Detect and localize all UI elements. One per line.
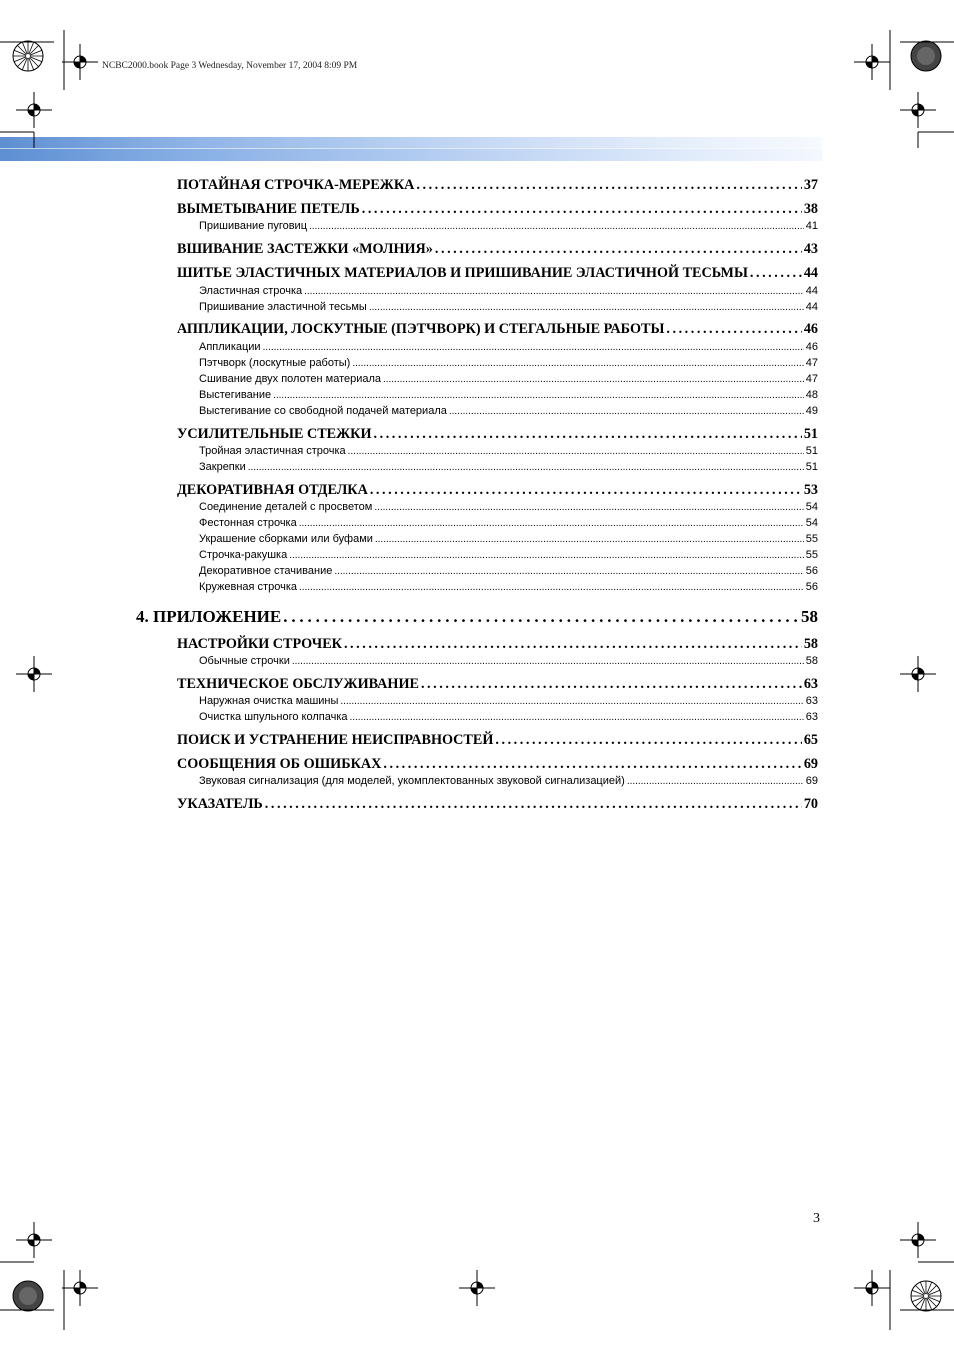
toc-entry-title: ДЕКОРАТИВНАЯ ОТДЕЛКА (177, 482, 368, 498)
toc-subentry-title: Выстегивание со свободной подачей материала (199, 405, 447, 417)
toc-subentry-page: 48 (805, 389, 818, 401)
toc-entry-page: 44 (803, 265, 818, 281)
toc-subentry-page: 44 (805, 301, 818, 313)
print-header: NCBC2000.book Page 3 Wednesday, November 17, 2004 8:09 PM (102, 61, 358, 71)
toc-subentry-page: 47 (805, 357, 818, 369)
toc-entry-title: ТЕХНИЧЕСКОЕ ОБСЛУЖИВАНИЕ (177, 676, 419, 692)
toc-subentry-title: Сшивание двух полотен материала (199, 373, 382, 385)
toc-entry-title: ПОИСК И УСТРАНЕНИЕ НЕИСПРАВНОСТЕЙ (177, 732, 494, 748)
toc-subentry-title: Пэтчворк (лоскутные работы) (199, 357, 351, 369)
toc-subentry-title: Звуковая сигнализация (для моделей, укомплектованных звуковой сигнализацией) (199, 775, 625, 787)
toc-subentry-page: 54 (805, 517, 818, 529)
toc-subentry-page: 54 (805, 501, 818, 513)
toc-subentry-title: Обычные строчки (199, 655, 290, 667)
toc-entry-page: 38 (803, 201, 818, 217)
toc-subentry-page: 51 (805, 461, 818, 473)
toc-subentry-page: 41 (805, 220, 818, 232)
toc-subentry-title: Украшение сборками или буфами (199, 533, 373, 545)
toc-subentry-page: 47 (805, 373, 818, 385)
toc-subentry-page: 69 (805, 775, 818, 787)
toc-entry-title: ШИТЬЕ ЭЛАСТИЧНЫХ МАТЕРИАЛОВ И ПРИШИВАНИЕ ЭЛАСТИЧНОЙ ТЕСЬМЫ (177, 265, 748, 281)
toc-entry-title: АППЛИКАЦИИ, ЛОСКУТНЫЕ (ПЭТЧВОРК) И СТЕГАЛЬНЫЕ РАБОТЫ (177, 321, 665, 337)
toc-subentry-title: Пришивание пуговиц (199, 220, 308, 232)
toc-subentry-title: Эластичная строчка (199, 285, 303, 297)
toc-subentry-page: 55 (805, 549, 818, 561)
toc-entry-title: ПОТАЙНАЯ СТРОЧКА-МЕРЕЖКА (177, 177, 415, 193)
toc-entry-title: ВШИВАНИЕ ЗАСТЕЖКИ «МОЛНИЯ» (177, 241, 433, 257)
toc-entry-page: 58 (803, 636, 818, 652)
toc-subentry-title: Аппликации (199, 341, 261, 353)
toc-subentry-title: Пришивание эластичной тесьмы (199, 301, 367, 313)
toc-subentry-page: 58 (805, 655, 818, 667)
toc-subentry-page: 63 (805, 711, 818, 723)
toc-subentry-title: Очистка шпульного колпачка (199, 711, 348, 723)
toc-subentry-title: Кружевная строчка (199, 581, 297, 593)
toc-entry-title: НАСТРОЙКИ СТРОЧЕК (177, 636, 342, 652)
toc-subentry-title: Декоративное стачивание (199, 565, 333, 577)
toc-entry-title: СООБЩЕНИЯ ОБ ОШИБКАХ (177, 756, 382, 772)
toc-entry-page: 65 (803, 732, 818, 748)
toc-chapter-page: 58 (801, 607, 818, 626)
toc-entry-title: ВЫМЕТЫВАНИЕ ПЕТЕЛЬ (177, 201, 360, 217)
toc-entry-page: 43 (803, 241, 818, 257)
toc-subentry-title: Строчка-ракушка (199, 549, 288, 561)
toc-entry-page: 69 (803, 756, 818, 772)
toc-subentry-page: 55 (805, 533, 818, 545)
toc-subentry-page: 63 (805, 695, 818, 707)
toc-entry-page: 46 (803, 321, 818, 337)
toc-entry-page: 53 (803, 482, 818, 498)
toc-subentry-title: Выстегивание (199, 389, 272, 401)
toc-subentry-title: Тройная эластичная строчка (199, 445, 346, 457)
toc-entry-page: 37 (803, 177, 818, 193)
toc-entry-title: УСИЛИТЕЛЬНЫЕ СТЕЖКИ (177, 426, 372, 442)
toc-subentry-page: 56 (805, 581, 818, 593)
toc-subentry-page: 49 (805, 405, 818, 417)
toc-entry-page: 70 (803, 796, 818, 812)
toc-entry-page: 51 (803, 426, 818, 442)
toc-subentry-page: 51 (805, 445, 818, 457)
toc-entry-title: УКАЗАТЕЛЬ (177, 796, 263, 812)
toc-subentry-page: 46 (805, 341, 818, 353)
toc-subentry-page: 44 (805, 285, 818, 297)
toc-subentry-title: Фестонная строчка (199, 517, 297, 529)
toc-entry-page: 63 (803, 676, 818, 692)
toc-subentry-title: Наружная очистка машины (199, 695, 339, 707)
toc-subentry-title: Соединение деталей с просветом (199, 501, 373, 513)
toc-subentry-page: 56 (805, 565, 818, 577)
toc-chapter-title: 4. ПРИЛОЖЕНИЕ (136, 607, 282, 626)
page-number: 3 (813, 1211, 820, 1226)
toc-subentry-title: Закрепки (199, 461, 246, 473)
